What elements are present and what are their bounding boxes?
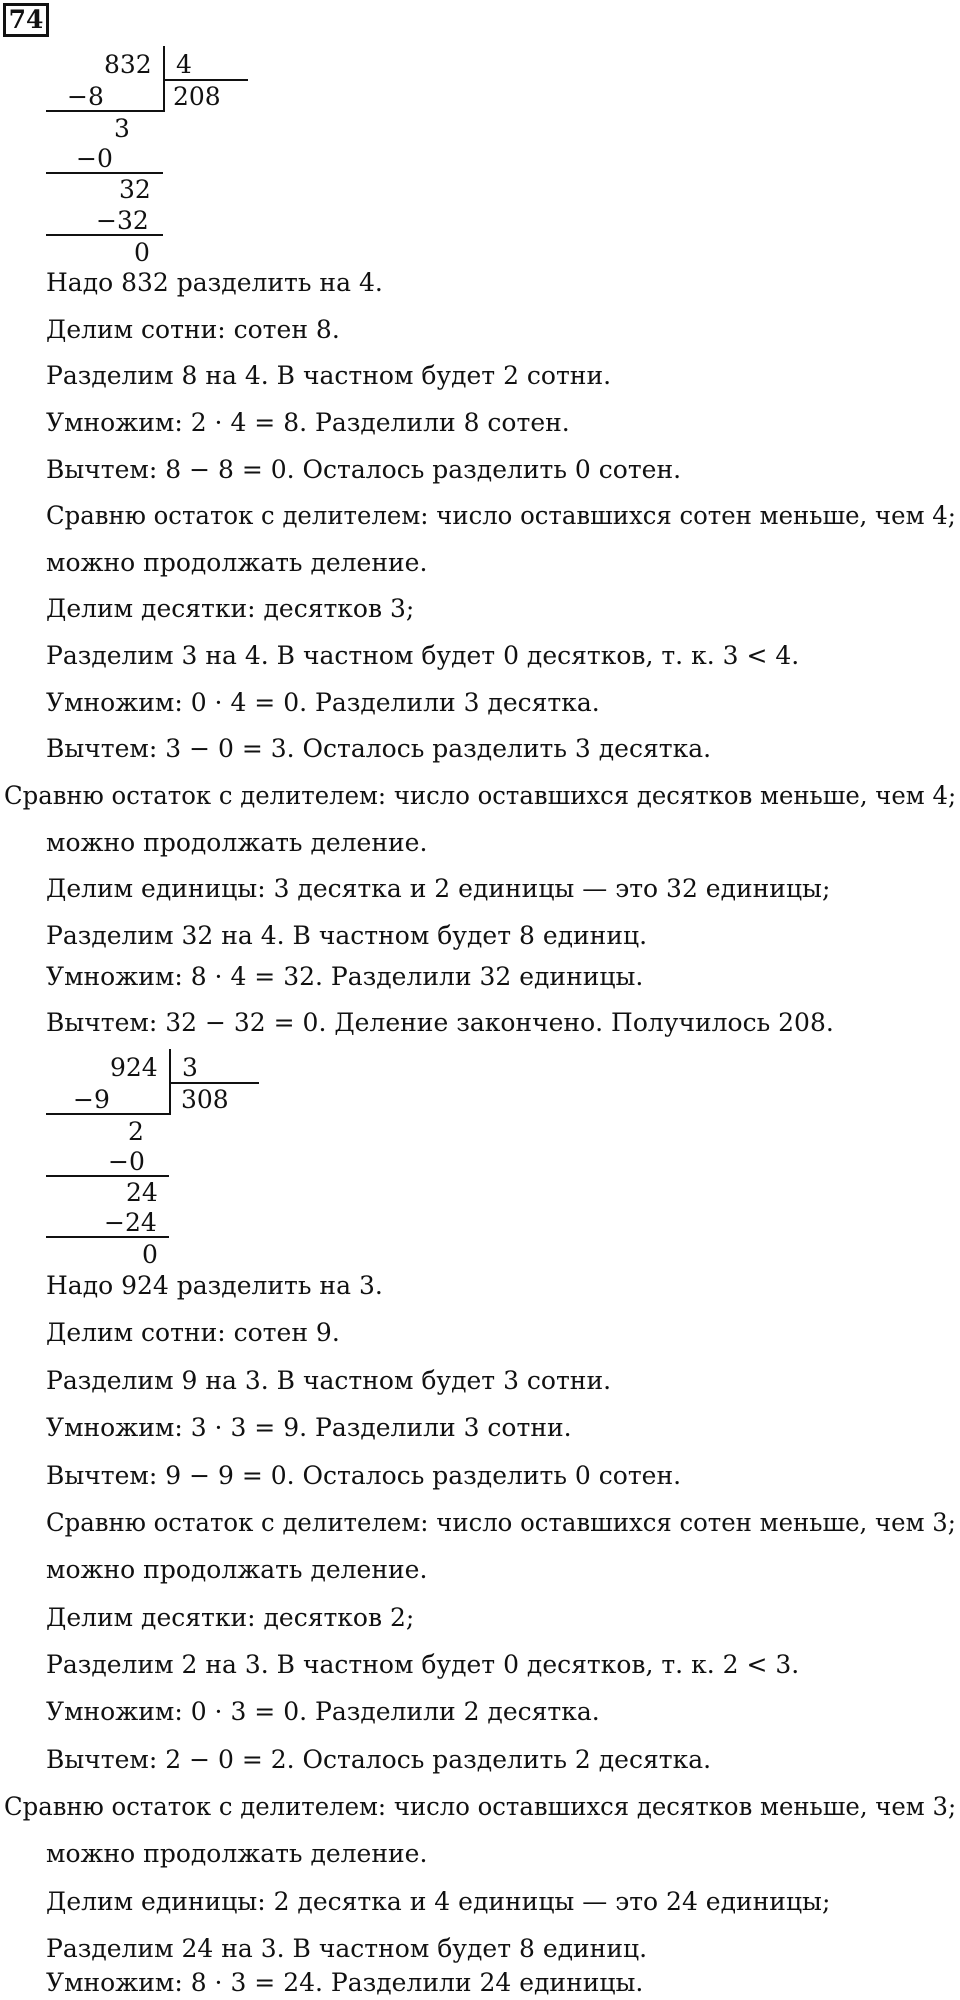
text-line: Делим десятки: десятков 3; — [46, 594, 415, 623]
subtraction-line-1 — [46, 110, 163, 112]
subtrahend-3: −32 — [96, 206, 149, 235]
text-line: Разделим 8 на 4. В частном будет 2 сотни. — [46, 361, 612, 390]
divisor: 4 — [176, 50, 192, 79]
text-line: Умножим: 2 · 4 = 8. Разделили 8 сотен. — [46, 408, 570, 437]
remainder-2: 32 — [119, 175, 151, 204]
text-line: Делим единицы: 2 десятка и 4 единицы — это 24 единицы; — [46, 1887, 831, 1916]
dividend: 924 — [110, 1053, 158, 1082]
text-line: Надо 832 разделить на 4. — [46, 268, 383, 297]
text-line: Вычтем: 2 − 0 = 2. Осталось разделить 2 десятка. — [46, 1745, 712, 1774]
exercise-number-badge: 74 — [3, 3, 49, 37]
text-line: Разделим 9 на 3. В частном будет 3 сотни. — [46, 1366, 612, 1395]
text-line: Делим сотни: сотен 8. — [46, 315, 340, 344]
quotient: 308 — [181, 1085, 229, 1114]
text-line: Умножим: 0 · 4 = 0. Разделили 3 десятка. — [46, 688, 600, 717]
subtrahend-1: −8 — [67, 82, 104, 111]
divisor-underline — [163, 79, 248, 81]
text-line: можно продолжать деление. — [46, 1555, 428, 1584]
quotient: 208 — [173, 82, 221, 111]
text-line: Умножим: 3 · 3 = 9. Разделили 3 сотни. — [46, 1413, 572, 1442]
text-line: Делим десятки: десятков 2; — [46, 1603, 415, 1632]
remainder-1: 3 — [114, 114, 130, 143]
subtrahend-2: −0 — [76, 144, 113, 173]
divisor-underline — [169, 1082, 259, 1084]
subtraction-line-3 — [46, 1236, 169, 1238]
text-line: Вычтем: 32 − 32 = 0. Деление закончено. Получилось 208. — [46, 1008, 834, 1037]
remainder-3: 0 — [142, 1240, 158, 1269]
text-line: Разделим 24 на 3. В частном будет 8 единиц. — [46, 1934, 648, 1963]
subtraction-line-1 — [46, 1113, 169, 1115]
subtrahend-2: −0 — [108, 1147, 145, 1176]
text-line: Сравню остаток с делителем: число оставшихся сотен меньше, чем 3; — [46, 1508, 956, 1537]
text-line: Разделим 32 на 4. В частном будет 8 единиц. — [46, 921, 648, 950]
text-line: Сравню остаток с делителем: число оставшихся десятков меньше, чем 3; — [4, 1792, 957, 1821]
text-line: Умножим: 0 · 3 = 0. Разделили 2 десятка. — [46, 1697, 600, 1726]
dividend: 832 — [104, 50, 152, 79]
text-line: Делим единицы: 3 десятка и 2 единицы — это 32 единицы; — [46, 874, 831, 903]
subtraction-line-2 — [46, 172, 163, 174]
text-line: Вычтем: 9 − 9 = 0. Осталось разделить 0 сотен. — [46, 1461, 682, 1490]
subtrahend-3: −24 — [104, 1208, 157, 1237]
subtraction-line-2 — [46, 1175, 169, 1177]
text-line: Умножим: 8 · 4 = 32. Разделили 32 единицы. — [46, 962, 644, 991]
text-line: Сравню остаток с делителем: число оставшихся сотен меньше, чем 4; — [46, 501, 956, 530]
text-line: Вычтем: 3 − 0 = 3. Осталось разделить 3 десятка. — [46, 734, 712, 763]
text-line: можно продолжать деление. — [46, 1839, 428, 1868]
text-line: Делим сотни: сотен 9. — [46, 1318, 340, 1347]
remainder-3: 0 — [134, 238, 150, 267]
text-line: можно продолжать деление. — [46, 828, 428, 857]
remainder-1: 2 — [128, 1117, 144, 1146]
divisor: 3 — [182, 1053, 198, 1082]
text-line: Разделим 3 на 4. В частном будет 0 десятков, т. к. 3 < 4. — [46, 641, 800, 670]
subtrahend-1: −9 — [73, 1085, 110, 1114]
text-line: Надо 924 разделить на 3. — [46, 1271, 383, 1300]
text-line: Умножим: 8 · 3 = 24. Разделили 24 единицы. — [46, 1968, 644, 1997]
subtraction-line-3 — [46, 234, 163, 236]
text-line: Сравню остаток с делителем: число оставшихся десятков меньше, чем 4; — [4, 781, 957, 810]
remainder-2: 24 — [126, 1178, 158, 1207]
text-line: Вычтем: 8 − 8 = 0. Осталось разделить 0 сотен. — [46, 455, 682, 484]
text-line: можно продолжать деление. — [46, 548, 428, 577]
text-line: Разделим 2 на 3. В частном будет 0 десятков, т. к. 2 < 3. — [46, 1650, 800, 1679]
